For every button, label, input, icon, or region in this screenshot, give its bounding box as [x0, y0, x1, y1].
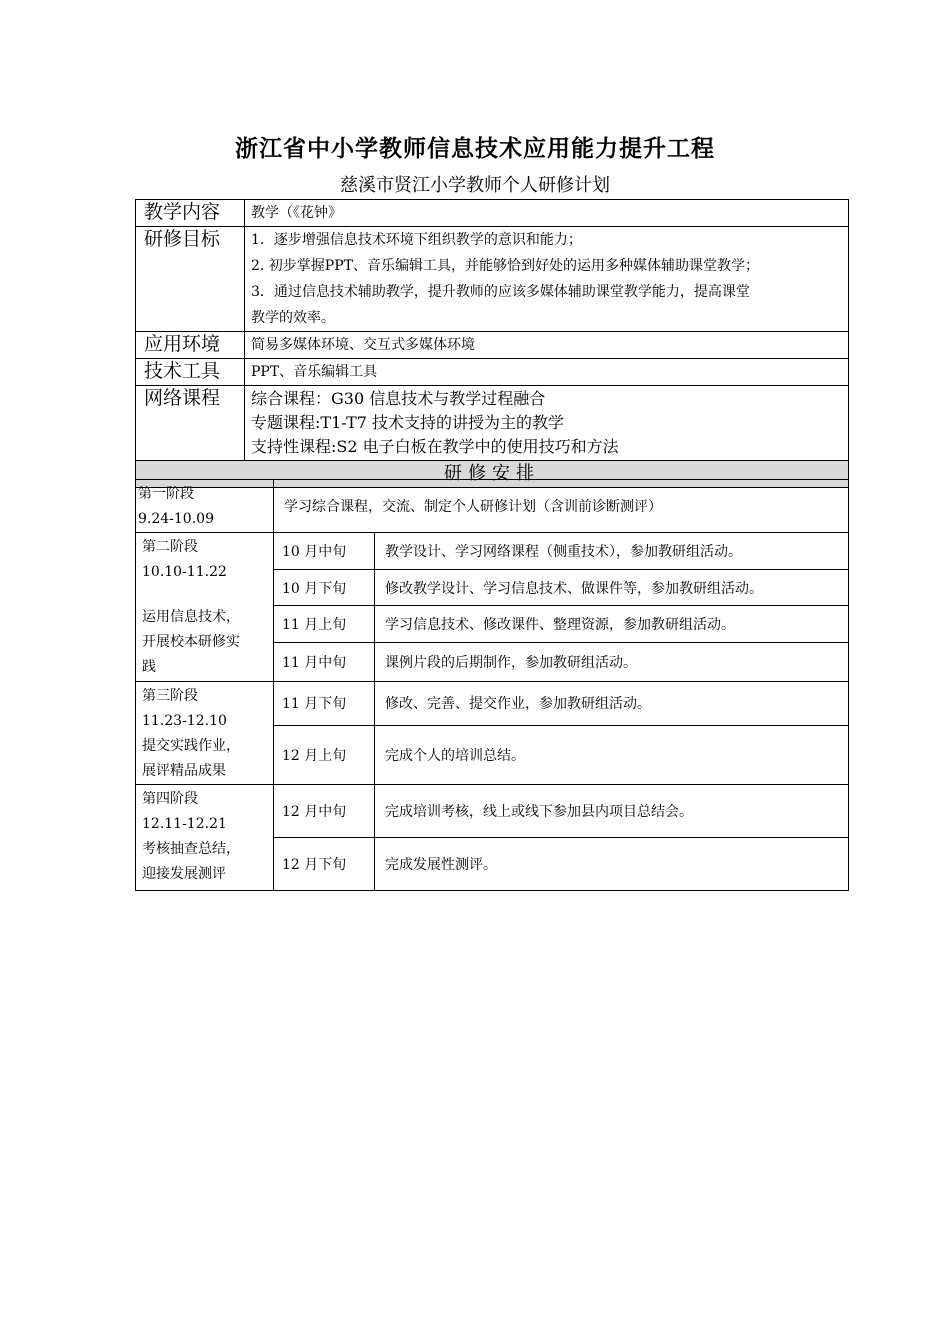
value-environment: 简易多媒体环境、交互式多媒体环境 [245, 332, 849, 359]
row-goals [136, 227, 849, 332]
desc-cell: 完成个人的培训总结。 [375, 725, 849, 784]
phase-name: 第三阶段 [142, 688, 198, 704]
label-teaching-content: 教学内容 [136, 200, 245, 227]
phase-dates: 9.24-10.09 [138, 511, 214, 527]
schedule-row [136, 785, 849, 838]
course-line: 综合课程：G30 信息技术与教学过程融合 [251, 389, 546, 408]
label-courses: 网络课程 [136, 386, 245, 461]
desc-cell: 修改、完善、提交作业，参加教研组活动。 [375, 682, 849, 726]
phase-note: 开展校本研修实 [142, 634, 240, 650]
phase-dates: 10.10-11.22 [142, 564, 227, 580]
desc-cell: 教学设计、学习网络课程（侧重技术），参加教研组活动。 [375, 533, 849, 570]
page-subtitle: 慈溪市贤江小学教师个人研修计划 [340, 175, 610, 196]
info-table [135, 199, 849, 488]
value-goals [245, 227, 849, 332]
month-cell: 12 月下旬 [274, 838, 375, 891]
schedule-header: 研修安排 [136, 461, 849, 488]
phase-note: 践 [142, 659, 156, 675]
value-tools: PPT、音乐编辑工具 [245, 359, 849, 386]
desc-cell: 学习信息技术、修改课件、整理资源，参加教研组活动。 [375, 606, 849, 643]
month-cell: 11 月中旬 [274, 643, 375, 682]
month-cell: 12 月中旬 [274, 785, 375, 838]
row-environment [136, 332, 849, 359]
row-teaching-content [136, 200, 849, 227]
phase-2-cell [136, 533, 274, 682]
desc-cell: 课例片段的后期制作，参加教研组活动。 [375, 643, 849, 682]
row-courses [136, 386, 849, 461]
phase-note: 提交实践作业， [142, 738, 240, 754]
phase-1-cell [136, 480, 274, 533]
goal-line: 2. 初步掌握PPT、音乐编辑工具，并能够恰到好处的运用多种媒体辅助课堂教学； [251, 258, 759, 274]
course-line: 专题课程:T1-T7 技术支持的讲授为主的教学 [251, 413, 565, 432]
goal-line: 教学的效率。 [251, 310, 335, 326]
schedule-row [136, 682, 849, 726]
phase-note: 考核抽查总结， [142, 841, 240, 857]
month-cell: 11 月上旬 [274, 606, 375, 643]
phase-4-cell [136, 785, 274, 891]
goal-line: 1．逐步增强信息技术环境下组织教学的意识和能力； [251, 232, 582, 248]
phase-note: 迎接发展测评 [142, 866, 226, 882]
phase-row [136, 480, 849, 533]
schedule-row [136, 533, 849, 570]
label-environment: 应用环境 [136, 332, 245, 359]
page-title: 浙江省中小学教师信息技术应用能力提升工程 [235, 135, 715, 162]
desc-cell: 修改教学设计、学习信息技术、做课件等，参加教研组活动。 [375, 570, 849, 606]
phase-note: 展评精品成果 [142, 763, 226, 779]
value-teaching-content: 教学（《花钟》 [245, 200, 849, 227]
label-tools: 技术工具 [136, 359, 245, 386]
desc-cell: 完成培训考核，线上或线下参加县内项目总结会。 [375, 785, 849, 838]
phase-name: 第一阶段 [138, 486, 194, 502]
phase-dates: 11.23-12.10 [142, 713, 227, 729]
goal-line: 3．通过信息技术辅助教学，提升教师的应该多媒体辅助课堂教学能力，提高课堂 [251, 284, 750, 300]
desc-cell: 完成发展性测评。 [375, 838, 849, 891]
phase-gap [142, 585, 267, 605]
phase-1-desc: 学习综合课程，交流、制定个人研修计划（含训前诊断测评） [274, 480, 849, 533]
phase-name: 第四阶段 [142, 791, 198, 807]
label-goals: 研修目标 [136, 227, 245, 332]
course-line: 支持性课程:S2 电子白板在教学中的使用技巧和方法 [251, 437, 619, 456]
row-tools [136, 359, 849, 386]
schedule-table [135, 479, 849, 891]
phase-3-cell [136, 682, 274, 785]
month-cell: 10 月下旬 [274, 570, 375, 606]
month-cell: 11 月下旬 [274, 682, 375, 726]
phase-note: 运用信息技术， [142, 609, 240, 625]
phase-dates: 12.11-12.21 [142, 816, 227, 832]
month-cell: 10 月中旬 [274, 533, 375, 570]
phase-name: 第二阶段 [142, 539, 198, 555]
value-courses [245, 386, 849, 461]
month-cell: 12 月上旬 [274, 725, 375, 784]
